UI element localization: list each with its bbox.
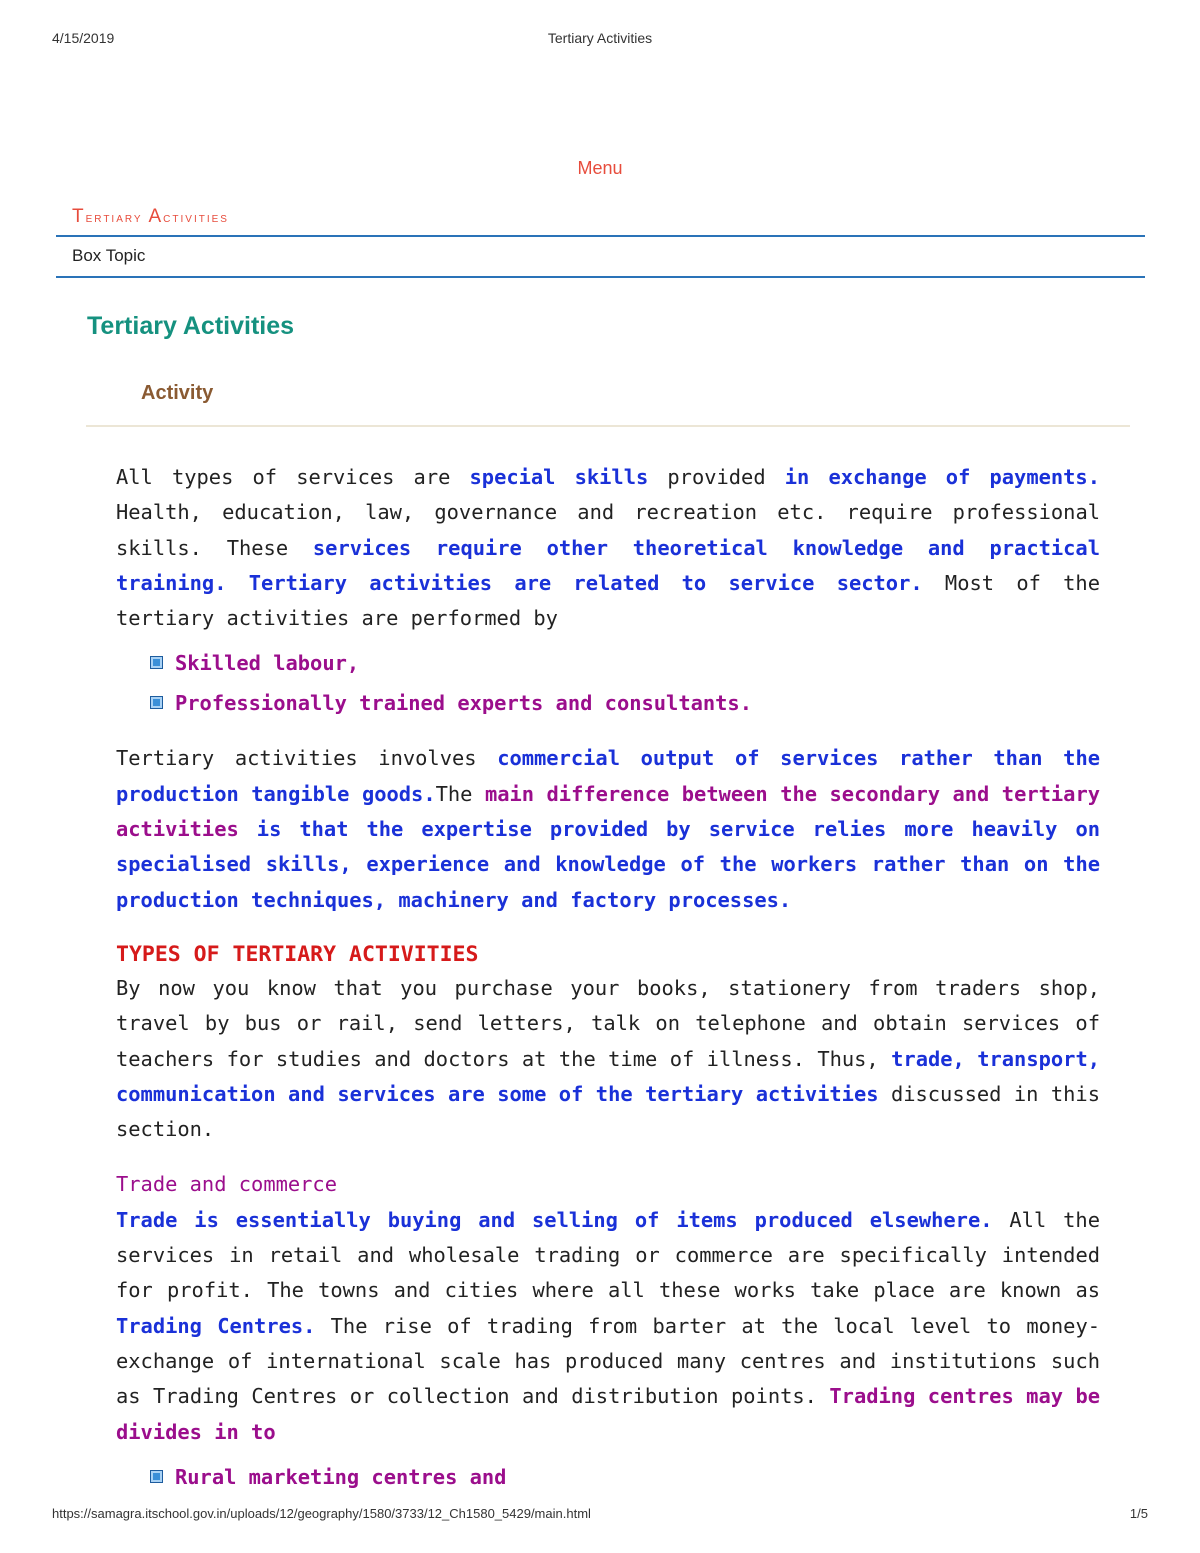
print-date: 4/15/2019: [52, 30, 115, 46]
square-bullet-icon: [150, 656, 163, 669]
divider-bottom: [56, 276, 1145, 278]
performers-list: [116, 646, 1100, 726]
paragraph-difference: Tertiary activities involves commercial output of services rather than the production tangible goods.The main difference between the secondary and tertiary activities is that the expertise provided by service relies more heavily on specialised skills, experience and knowledge of the workers rather than on the production techniques, machinery and factory processes.: [116, 746, 1100, 912]
print-title: Tertiary Activities: [547, 30, 653, 46]
list-item: Rural marketing centres and: [116, 1460, 1100, 1490]
square-bullet-icon: [150, 696, 163, 709]
print-footer: [52, 1506, 1148, 1526]
list-item: Skilled labour,: [116, 646, 1100, 686]
list-item: Professionally trained experts and consultants.: [116, 686, 1100, 726]
box-topic-link[interactable]: Box Topic: [72, 246, 146, 265]
print-url: https://samagra.itschool.gov.in/uploads/12/geography/1580/3733/12_Ch1580_5429/main.html: [52, 1506, 591, 1521]
trading-centres-list: [116, 1460, 1100, 1490]
print-header: [52, 30, 1148, 50]
page-title: Tertiary Activities: [87, 312, 295, 340]
menu-link[interactable]: Menu: [577, 158, 623, 178]
types-heading: TYPES OF TERTIARY ACTIVITIES: [116, 941, 479, 967]
page-number: 1/5: [1129, 1506, 1148, 1521]
square-bullet-icon: [150, 1470, 163, 1483]
trade-heading: Trade and commerce: [116, 1172, 337, 1197]
section-divider: [86, 425, 1130, 427]
main-content: [116, 460, 1100, 1490]
paragraph-intro: All types of services are special skills provided in exchange of payments. Health, education, law, governance and recreation etc. require professional skills. These services require other theoretical knowledge and practical training. Tertiary activities are related to service sector. Most of the tertiary activities are performed by: [116, 465, 1100, 631]
site-title[interactable]: Tertiary Activities: [72, 206, 229, 227]
paragraph-trade: Trade is essentially buying and selling of items produced elsewhere. All the services in retail and wholesale trading or commerce are specifically intended for profit. The towns and cities where all these works take place are known as Trading Centres. The rise of trading from barter at the local level to money-exchange of international scale has produced many centres and institutions such as Trading Centres or collection and distribution points. Trading centres may be divides in to: [116, 1207, 1100, 1444]
section-subtitle: Activity: [141, 382, 214, 404]
paragraph-types: By now you know that you purchase your books, stationery from traders shop, travel by bus or rail, send letters, talk on telephone and obtain services of teachers for studies and doctors at the time of illness. Thus, trade, transport, communication and services are some of the tertiary activities discussed in this section.: [116, 975, 1100, 1142]
divider-top: [56, 235, 1145, 237]
